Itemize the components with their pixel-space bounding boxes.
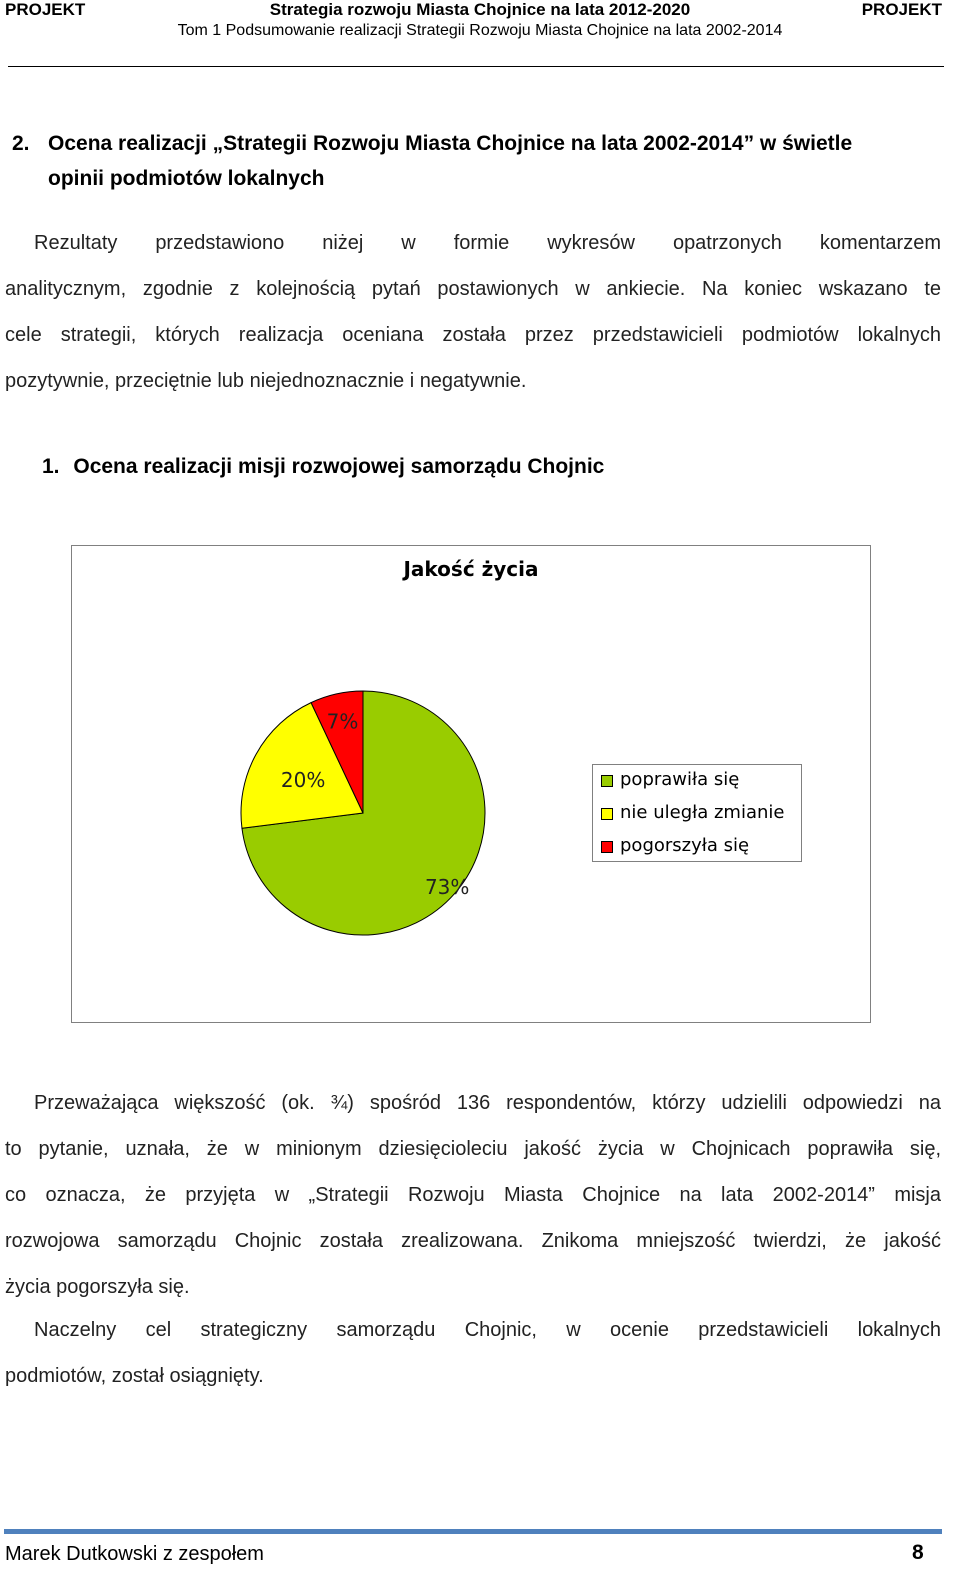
body-p1-line-4: rozwojowa samorządu Chojnic została zrealizowana. Znikoma mniejszość twierdzi, że jakość	[5, 1230, 941, 1252]
body-p1-line-3: co oznacza, że przyjęta w „Strategii Rozwoju Miasta Chojnice na lata 2002-2014” misja	[5, 1184, 941, 1206]
section-title-line-1: Ocena realizacji „Strategii Rozwoju Miasta Chojnice na lata 2002-2014” w świetle	[48, 132, 853, 155]
body-p1-line-1: Przeważająca większość (ok. ¾) spośród 136 respondentów, którzy udzielili odpowiedzi na	[34, 1092, 941, 1114]
legend-label-unchanged: nie uległa zmianie	[620, 802, 785, 823]
footer-divider	[4, 1529, 942, 1534]
page-number: 8	[912, 1541, 924, 1564]
body-p1-line-2: to pytanie, uznała, że w minionym dziesięcioleciu jakość życia w Chojnicach poprawiła się,	[5, 1138, 941, 1160]
chart-title: Jakość życia	[403, 557, 539, 581]
pie-chart	[238, 688, 488, 938]
body-p2-line-2: podmiotów, został osiągnięty.	[5, 1365, 264, 1387]
legend-swatch-worsened	[601, 841, 613, 853]
section-number: 2.	[12, 132, 30, 155]
section-title	[48, 126, 928, 196]
body-p1-line-5: życia pogorszyła się.	[5, 1276, 190, 1298]
header-left-label: PROJEKT	[5, 0, 86, 19]
section-title-line-2: opinii podmiotów lokalnych	[48, 167, 325, 190]
intro-line-2: analitycznym, zgodnie z kolejnością pytań postawionych w ankiecie. Na koniec wskazano te	[5, 278, 941, 300]
chart-legend	[592, 764, 802, 862]
intro-line-1: Rezultaty przedstawiono niżej w formie wykresów opatrzonych komentarzem	[34, 232, 941, 254]
pie-label-worsened: 7%	[326, 709, 359, 734]
pie-label-unchanged: 20%	[280, 768, 326, 793]
subsection-title: Ocena realizacji misji rozwojowej samorządu Chojnic	[73, 455, 605, 478]
legend-swatch-improved	[601, 775, 613, 787]
header-right-label: PROJEKT	[861, 0, 942, 19]
intro-paragraph	[5, 220, 941, 404]
body-paragraph-1	[5, 1080, 941, 1310]
body-paragraph-2	[5, 1307, 941, 1399]
header-divider	[8, 66, 944, 67]
footer-author: Marek Dutkowski z zespołem	[5, 1543, 264, 1565]
header-title: Strategia rozwoju Miasta Chojnice na lata 2012-2020	[269, 0, 691, 19]
intro-line-4: pozytywnie, przeciętnie lub niejednoznacznie i negatywnie.	[5, 370, 527, 392]
subsection-number: 1.	[42, 455, 60, 478]
intro-line-3: cele strategii, których realizacja oceniana została przez przedstawicieli podmiotów lokalnych	[5, 324, 941, 346]
header-subtitle: Tom 1 Podsumowanie realizacji Strategii Rozwoju Miasta Chojnice na lata 2002-2014	[177, 22, 783, 39]
legend-swatch-unchanged	[601, 808, 613, 820]
legend-label-worsened: pogorszyła się	[620, 835, 750, 856]
pie-label-improved: 73%	[424, 875, 470, 900]
legend-label-improved: poprawiła się	[620, 769, 740, 790]
subsection-heading	[42, 455, 604, 479]
body-p2-line-1: Naczelny cel strategiczny samorządu Chojnic, w ocenie przedstawicieli lokalnych	[34, 1319, 941, 1341]
